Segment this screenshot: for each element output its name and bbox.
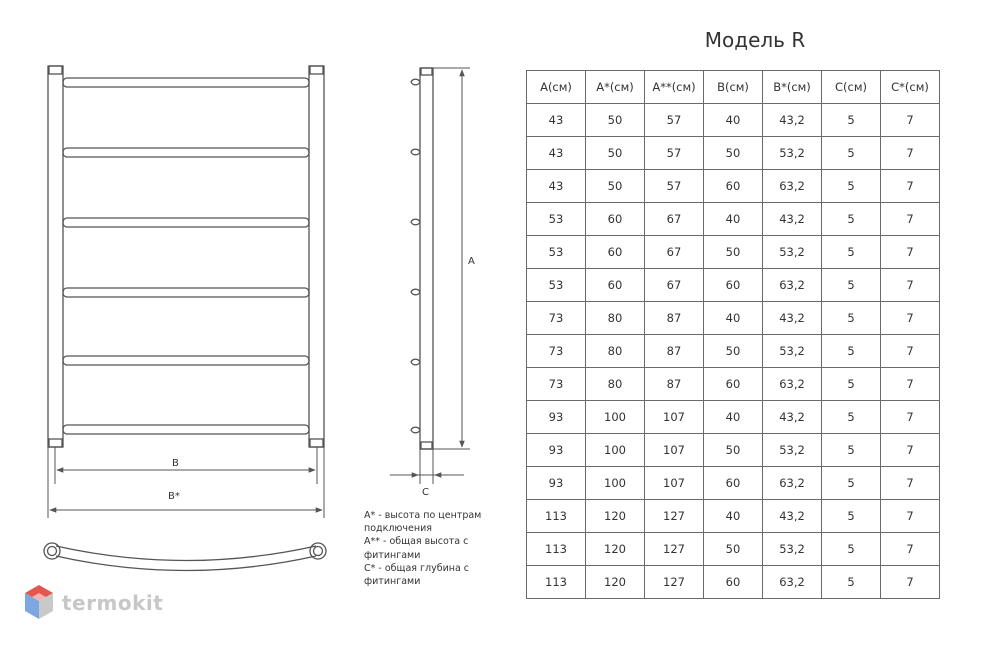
table-cell: 5	[822, 533, 881, 566]
table-cell: 50	[704, 137, 763, 170]
table-cell: 7	[881, 500, 940, 533]
table-row	[527, 401, 940, 434]
table-row	[527, 368, 940, 401]
table-cell: 5	[822, 434, 881, 467]
table-cell: 113	[527, 500, 586, 533]
left-post	[48, 66, 63, 447]
table-cell: 5	[822, 236, 881, 269]
table-cell: 80	[586, 302, 645, 335]
note-line: фитингами	[364, 576, 421, 588]
table-cell: 7	[881, 434, 940, 467]
table-cell: 7	[881, 269, 940, 302]
rung	[63, 288, 309, 297]
table-cell: 53	[527, 236, 586, 269]
table-cell: 50	[704, 434, 763, 467]
dimension-notes	[364, 509, 514, 588]
table-row	[527, 137, 940, 170]
table-cell: 93	[527, 434, 586, 467]
table-cell: 43	[527, 170, 586, 203]
table-cell: 107	[645, 401, 704, 434]
table-cell: 7	[881, 368, 940, 401]
right-post-bottom-cap	[310, 439, 323, 447]
table-body	[527, 104, 940, 599]
table-cell: 107	[645, 467, 704, 500]
right-post	[309, 66, 324, 447]
table-row	[527, 434, 940, 467]
table-cell: 53,2	[763, 434, 822, 467]
table-cell: 127	[645, 566, 704, 599]
table-cell: 60	[586, 203, 645, 236]
table-cell: 53,2	[763, 236, 822, 269]
table-cell: 5	[822, 467, 881, 500]
table-cell: 107	[645, 434, 704, 467]
rung	[63, 78, 309, 87]
table-cell: 60	[586, 269, 645, 302]
table-cell: 43,2	[763, 104, 822, 137]
table-cell: 43,2	[763, 500, 822, 533]
table-cell: 40	[704, 203, 763, 236]
table-row	[527, 170, 940, 203]
table-cell: 50	[704, 236, 763, 269]
dimension-b-label: B	[172, 458, 179, 469]
table-cell: 7	[881, 170, 940, 203]
table-cell: 50	[704, 533, 763, 566]
table-cell: 43	[527, 104, 586, 137]
table-cell: 127	[645, 533, 704, 566]
table-row	[527, 302, 940, 335]
table-cell: 113	[527, 566, 586, 599]
top-view	[44, 543, 326, 571]
table-cell: 40	[704, 104, 763, 137]
brand-name: termokit	[62, 591, 164, 615]
note-line: подключения	[364, 523, 432, 535]
table-cell: 50	[586, 170, 645, 203]
table-cell: 87	[645, 302, 704, 335]
table-cell: 60	[704, 566, 763, 599]
brand-watermark	[22, 583, 163, 623]
table-row	[527, 269, 940, 302]
table-cell: 5	[822, 302, 881, 335]
table-cell: 73	[527, 302, 586, 335]
table-cell: 5	[822, 269, 881, 302]
right-post-top-cap	[310, 66, 323, 74]
column-header: B*(см)	[763, 71, 822, 104]
table-cell: 40	[704, 500, 763, 533]
table-cell: 60	[586, 236, 645, 269]
side-view	[411, 68, 470, 484]
table-cell: 63,2	[763, 467, 822, 500]
table-cell: 93	[527, 467, 586, 500]
table-cell: 43	[527, 137, 586, 170]
table-row	[527, 335, 940, 368]
column-header: A**(см)	[645, 71, 704, 104]
table-cell: 43,2	[763, 302, 822, 335]
column-header: C(см)	[822, 71, 881, 104]
table-cell: 67	[645, 269, 704, 302]
table-cell: 120	[586, 533, 645, 566]
table-row	[527, 533, 940, 566]
table-cell: 60	[704, 368, 763, 401]
table-cell: 7	[881, 533, 940, 566]
table-cell: 53,2	[763, 137, 822, 170]
note-line: A** - общая высота с	[364, 536, 469, 548]
top-view-left-end	[44, 543, 60, 559]
table-cell: 5	[822, 566, 881, 599]
rung	[63, 425, 309, 434]
table-cell: 50	[586, 104, 645, 137]
table-cell: 40	[704, 401, 763, 434]
table-cell: 5	[822, 401, 881, 434]
table-cell: 7	[881, 236, 940, 269]
table-cell: 63,2	[763, 269, 822, 302]
table-cell: 53,2	[763, 335, 822, 368]
table-cell: 50	[586, 137, 645, 170]
table-cell: 80	[586, 368, 645, 401]
table-cell: 7	[881, 566, 940, 599]
table-cell: 40	[704, 302, 763, 335]
table-cell: 93	[527, 401, 586, 434]
table-cell: 7	[881, 335, 940, 368]
table-cell: 100	[586, 467, 645, 500]
table-cell: 53,2	[763, 533, 822, 566]
table-cell: 73	[527, 368, 586, 401]
note-line: C* - общая глубина с	[364, 562, 470, 574]
table-cell: 7	[881, 203, 940, 236]
table-cell: 67	[645, 236, 704, 269]
column-header: A*(см)	[586, 71, 645, 104]
side-post	[420, 68, 433, 449]
rung	[63, 218, 309, 227]
table-row	[527, 236, 940, 269]
column-header: A(см)	[527, 71, 586, 104]
table-row	[527, 500, 940, 533]
rung	[63, 356, 309, 365]
dimension-b-star-label: B*	[168, 491, 180, 502]
spec-table	[526, 70, 940, 599]
dimension-c-label: C	[422, 487, 429, 498]
table-cell: 100	[586, 401, 645, 434]
table-cell: 57	[645, 137, 704, 170]
table-cell: 87	[645, 368, 704, 401]
table-cell: 113	[527, 533, 586, 566]
table-cell: 57	[645, 104, 704, 137]
table-cell: 120	[586, 500, 645, 533]
table-row	[527, 104, 940, 137]
note-line: A* - высота по центрам	[364, 510, 482, 521]
table-cell: 5	[822, 137, 881, 170]
table-row	[527, 203, 940, 236]
table-cell: 7	[881, 137, 940, 170]
table-row	[527, 467, 940, 500]
table-cell: 43,2	[763, 203, 822, 236]
table-cell: 127	[645, 500, 704, 533]
table-cell: 120	[586, 566, 645, 599]
table-cell: 57	[645, 170, 704, 203]
table-cell: 73	[527, 335, 586, 368]
left-post-bottom-cap	[49, 439, 62, 447]
table-cell: 67	[645, 203, 704, 236]
table-cell: 60	[704, 170, 763, 203]
table-header-row	[527, 71, 940, 104]
note-line: фитингами	[364, 549, 421, 561]
table-cell: 100	[586, 434, 645, 467]
column-header: C*(см)	[881, 71, 940, 104]
table-cell: 60	[704, 269, 763, 302]
table-cell: 63,2	[763, 170, 822, 203]
table-cell: 7	[881, 104, 940, 137]
front-view	[48, 66, 324, 518]
model-title: Модель R	[704, 28, 806, 52]
table-cell: 5	[822, 104, 881, 137]
table-cell: 53	[527, 203, 586, 236]
table-cell: 5	[822, 203, 881, 236]
table-cell: 43,2	[763, 401, 822, 434]
table-cell: 63,2	[763, 566, 822, 599]
table-cell: 5	[822, 368, 881, 401]
table-cell: 63,2	[763, 368, 822, 401]
table-cell: 5	[822, 335, 881, 368]
left-post-top-cap	[49, 66, 62, 74]
dimension-a-label: A	[468, 256, 475, 267]
column-header: B(см)	[704, 71, 763, 104]
rung	[63, 148, 309, 157]
table-cell: 5	[822, 170, 881, 203]
table-cell: 87	[645, 335, 704, 368]
hexagon-logo-icon	[22, 583, 56, 623]
table-cell: 53	[527, 269, 586, 302]
table-cell: 60	[704, 467, 763, 500]
table-cell: 7	[881, 401, 940, 434]
table-cell: 7	[881, 302, 940, 335]
table-cell: 80	[586, 335, 645, 368]
table-row	[527, 566, 940, 599]
table-cell: 7	[881, 467, 940, 500]
table-cell: 50	[704, 335, 763, 368]
table-cell: 5	[822, 500, 881, 533]
top-view-right-end	[310, 543, 326, 559]
